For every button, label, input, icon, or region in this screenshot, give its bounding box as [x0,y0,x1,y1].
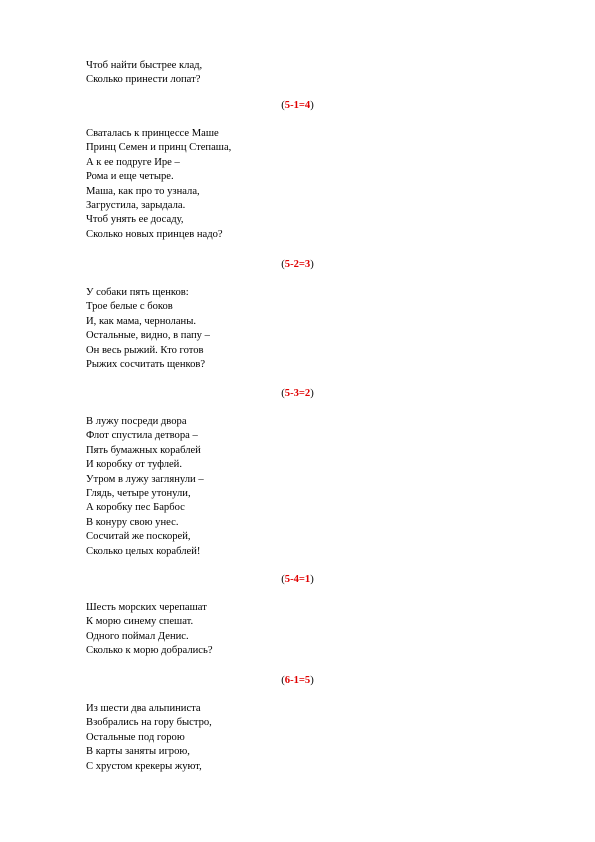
poem-line: Шесть морских черепашат [86,602,207,613]
poem-line: Сколько целых кораблей! [86,545,201,557]
poem-line: Пять бумажных кораблей [86,444,201,456]
poem-stanza [86,702,212,774]
poem-line: Принц Семен и принц Степаша, [86,142,232,154]
poem-line: Утром в лужу заглянули – [86,473,204,485]
poem-stanza [86,59,202,88]
poem-line: Флот спустила детвора – [86,430,198,442]
answer-equation: (5-3=2) [281,388,314,399]
answer-equation: (5-4=1) [281,574,314,585]
poem-line: В конуру свою унес. [86,516,179,528]
poem-line: К морю синему спешат. [86,616,194,628]
poem-line: Глядь, четыре утонули, [86,488,191,500]
poem-line: Взобрались на гору быстро, [86,717,212,729]
poem-stanza [86,601,213,659]
poem-line: Из шести два альпиниста [86,703,201,714]
answer-equation-text: 5-2=3 [284,259,311,270]
poem-line: Рыжих сосчитать щенков? [86,359,206,371]
poem-line: И, как мама, черноланы. [86,315,196,327]
poem-line: Сваталась к принцессе Маше [86,128,219,139]
poem-stanza [86,127,231,242]
poem-line: И коробку от туфлей. [86,459,182,471]
poem-line: Он весь рыжий. Кто готов [86,344,204,356]
poem-line: Чтоб найти быстрее клад, [86,60,203,71]
poem-stanza [86,415,204,559]
poem-line: Трое белые с боков [86,301,173,313]
poem-line: Сколько новых принцев надо? [86,228,223,240]
poem-line: Рома и еще четыре. [86,171,174,183]
poem-line: Сколько к морю добрались? [86,645,213,657]
answer-equation-text: 5-1=4 [284,100,311,111]
answer-equation: (6-1=5) [281,675,314,686]
poem-line: Сосчитай же поскорей, [86,531,191,543]
poem-line: Остальные под горою [86,731,185,743]
answer-equation: (5-2=3) [281,259,314,270]
poem-line: Одного поймал Денис. [86,630,189,642]
poem-line: А коробку пес Барбос [86,502,185,514]
poem-line: Сколько принести лопат? [86,74,201,86]
poem-line: Загрустила, зарыдала. [86,200,186,212]
poem-line: В карты заняты игрою, [86,746,190,758]
poem-line: Чтоб унять ее досаду, [86,214,184,226]
answer-equation-text: 5-4=1 [284,574,311,585]
poem-line: А к ее подруге Ире – [86,156,180,168]
answer-equation-text: 6-1=5 [284,675,311,686]
poem-line: Маша, как про то узнала, [86,185,200,197]
answer-equation: (5-1=4) [281,100,314,111]
poem-line: В лужу посреди двора [86,416,187,427]
poem-line: С хрустом крекеры жуют, [86,760,202,772]
answer-equation-text: 5-3=2 [284,388,311,399]
poem-line: У собаки пять щенков: [86,287,189,298]
poem-stanza [86,286,210,372]
poem-line: Остальные, видно, в папу – [86,330,210,342]
